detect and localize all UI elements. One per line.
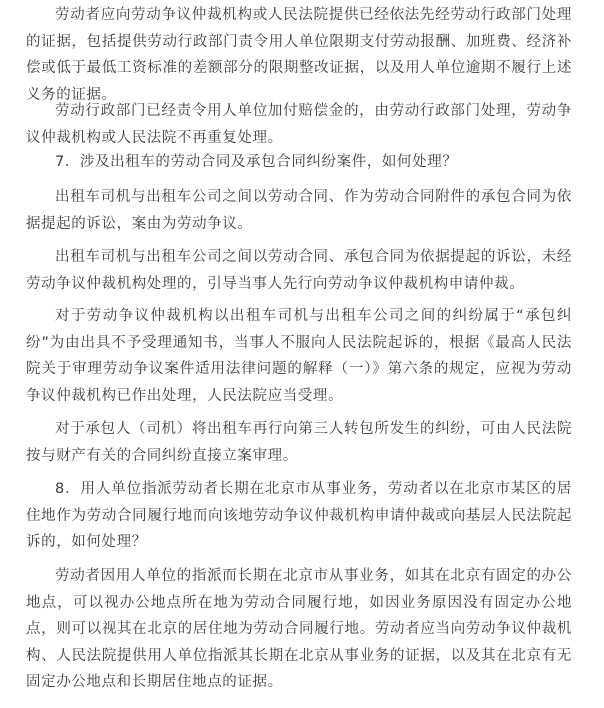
question-7-heading: 7．涉及出租车的劳动合同及承包合同纠纷案件，如何处理？ [55,154,458,170]
paragraph-performance-place: 劳动者因用人单位的指派而长期在北京市从事业务，如其在北京有固定的办公地点，可以视办公地点所在地为劳动合同履行地，如因业务原因没有固定办公地点，则可以视其在北京的居住地为劳动合同履行地。劳动者应当向劳动争议仲裁机构、人民法院提供用人单位指派其长期在北京从事业务的证据，以及其在北京有无固定办公地点和长期居住地点的证据。 [26,568,572,690]
paragraph-subcontract-dispute: 对于承包人（司机）将出租车再行向第三人转包所发生的纠纷，可由人民法院按与财产有关的合同纠纷直接立案审理。 [26,421,572,464]
paragraph-taxi-labor-dispute: 出租车司机与出租车公司之间以劳动合同、作为劳动合同附件的承包合同为依据提起的诉讼，案由为劳动争议。 [26,189,572,232]
paragraph-evidence-labor-dept: 劳动者应向劳动争议仲裁机构或人民法院提供已经依法先经劳动行政部门处理的证据，包括提供劳动行政部门责令用人单位限期支付劳动报酬、加班费、经济补偿或低于最低工资标准的差额部分的限期整改证据，以及用人单位逾期不履行上述义务的证据。 [26,7,572,103]
question-8-heading: 8．用人单位指派劳动者长期在北京市从事业务，劳动者以在北京市某区的居住地作为劳动合同履行地而向该地劳动争议仲裁机构申请仲裁或向基层人民法院起诉的，如何处理？ [26,481,572,550]
paragraph-contract-dispute-rejection: 对于劳动争议仲裁机构以出租车司机与出租车公司之间的纠纷属于“承包纠纷”为由出具不予受理通知书，当事人不服向人民法院起诉的，根据《最高人民法院关于审理劳动争议案件适用法律问题的解释（一）》第六条的规定，应视为劳动争议仲裁机构已作出处理，人民法院应当受理。 [26,308,572,404]
paragraph-taxi-arbitration-first: 出租车司机与出租车公司之间以劳动合同、承包合同为依据提起的诉讼，未经劳动争议仲裁机构处理的，引导当事人先行向劳动争议仲裁机构申请仲裁。 [26,249,572,292]
paragraph-compensation-no-repeat: 劳动行政部门已经责令用人单位加付赔偿金的，由劳动行政部门处理，劳动争议仲裁机构或人民法院不再重复处理。 [26,103,572,146]
